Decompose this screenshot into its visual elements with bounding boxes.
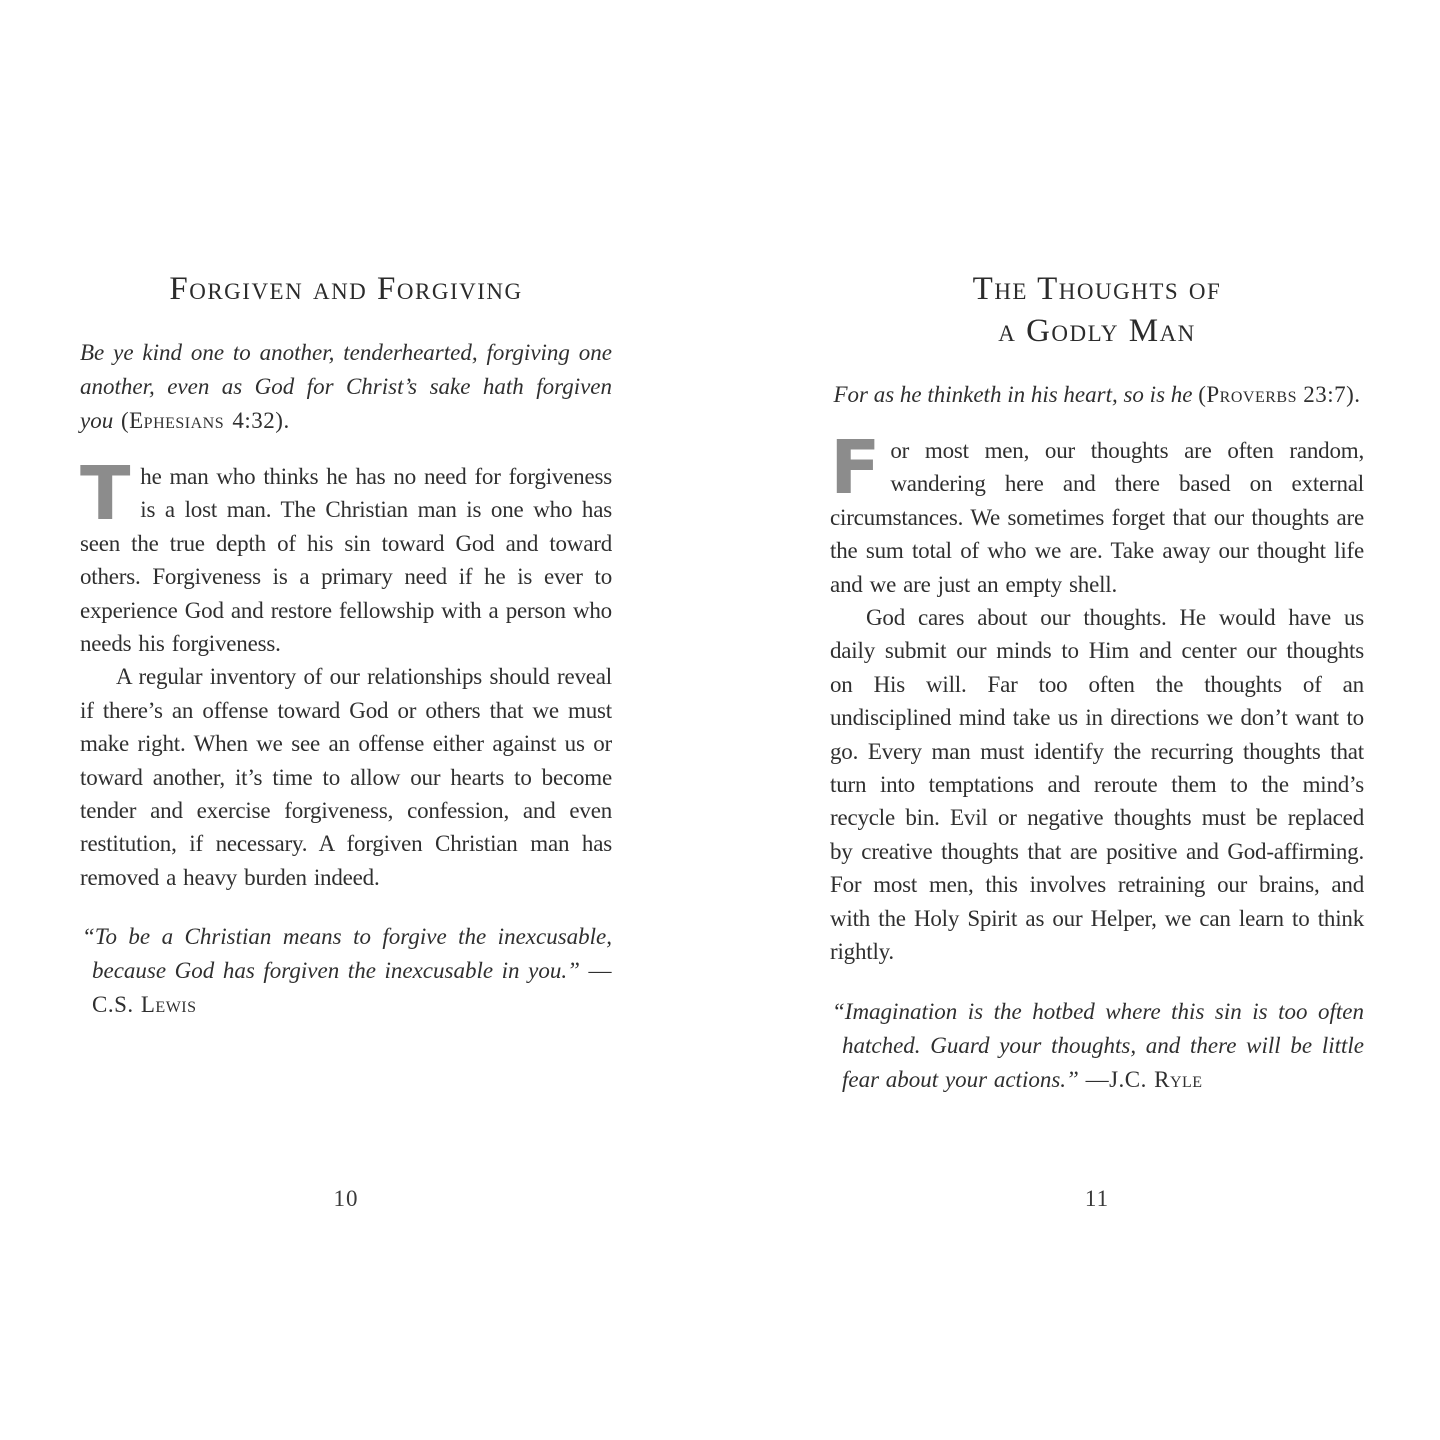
title-line-1: The Thoughts of xyxy=(972,271,1222,307)
paragraph: God cares about our thoughts. He would have us daily submit our minds to Him and center our thoughts on His will. Far too often the thoughts of an undisciplined mind take us in directions we don’t want to go. Every man must identify the recurring thoughts that turn into temptations and reroute them to the mind’s recycle bin. Evil or negative thoughts must be replaced by creative thoughts that are positive and God-affirming. For most men, this involves retraining our brains, and with the Holy Spirit as our Helper, we can learn to think rightly. xyxy=(830,605,1364,965)
chapter-title-right xyxy=(830,268,1364,352)
page-number-right: 11 xyxy=(1084,1186,1110,1211)
epigraph-left xyxy=(80,336,612,438)
scripture-reference: (Ephesians 4:32). xyxy=(120,408,290,433)
chapter-title-left: Forgiven and Forgiving xyxy=(169,271,523,307)
paragraph: A regular inventory of our relationships should reveal if there’s an offense toward God or others that we must make right. When we see an offense either against us or toward another, it’s time to allow our hearts to become tender and exercise forgiveness, confession, and even restitution, if necessary. A forgiven Christian man has removed a heavy burden indeed. xyxy=(80,664,612,890)
dropcap-letter: F xyxy=(830,425,881,511)
pull-quote-right xyxy=(830,995,1364,1097)
paragraph-text: or most men, our thoughts are often random, wandering here and there based on external circumstances. We sometimes forget that our thoughts are the sum total of who we are. Take away our thought life and we are just an empty shell. xyxy=(830,438,1364,597)
quote-attribution: —C.S. Lewis xyxy=(92,958,612,1018)
title-line-2: a Godly Man xyxy=(998,313,1196,349)
quote-text: “Imagination is the hotbed where this sin is too often hatched. Guard your thoughts, and there will be little fear about your actions.” xyxy=(832,998,1364,1092)
paragraph xyxy=(830,425,1364,601)
scripture-reference: (Proverbs 23:7). xyxy=(1198,382,1361,407)
page-number-left: 10 xyxy=(333,1186,359,1211)
paragraph-text: he man who thinks he has no need for forgiveness is a lost man. The Christian man is one who has seen the true depth of his sin toward God and toward others. Forgiveness is a primary need if he is ever to experience God and restore fellowship with a person who needs his forgiveness. xyxy=(80,464,612,657)
pull-quote-left xyxy=(80,920,612,1022)
epigraph-right xyxy=(830,378,1364,412)
quote-attribution: —J.C. Ryle xyxy=(1085,1066,1203,1092)
page-right xyxy=(830,0,1364,1440)
paragraph xyxy=(80,451,612,660)
epigraph-verse-text: For as he thinketh in his heart, so is he xyxy=(833,382,1193,407)
quote-text: “To be a Christian means to forgive the inexcusable, because God has forgiven the inexcusable in you.” xyxy=(82,924,612,984)
page-left xyxy=(80,0,612,1440)
dropcap-letter: T xyxy=(80,451,131,537)
epigraph-verse-text: Be ye kind one to another, tenderhearted, forgiving one another, even as God for Christ’s sake hath forgiven you xyxy=(80,340,612,433)
